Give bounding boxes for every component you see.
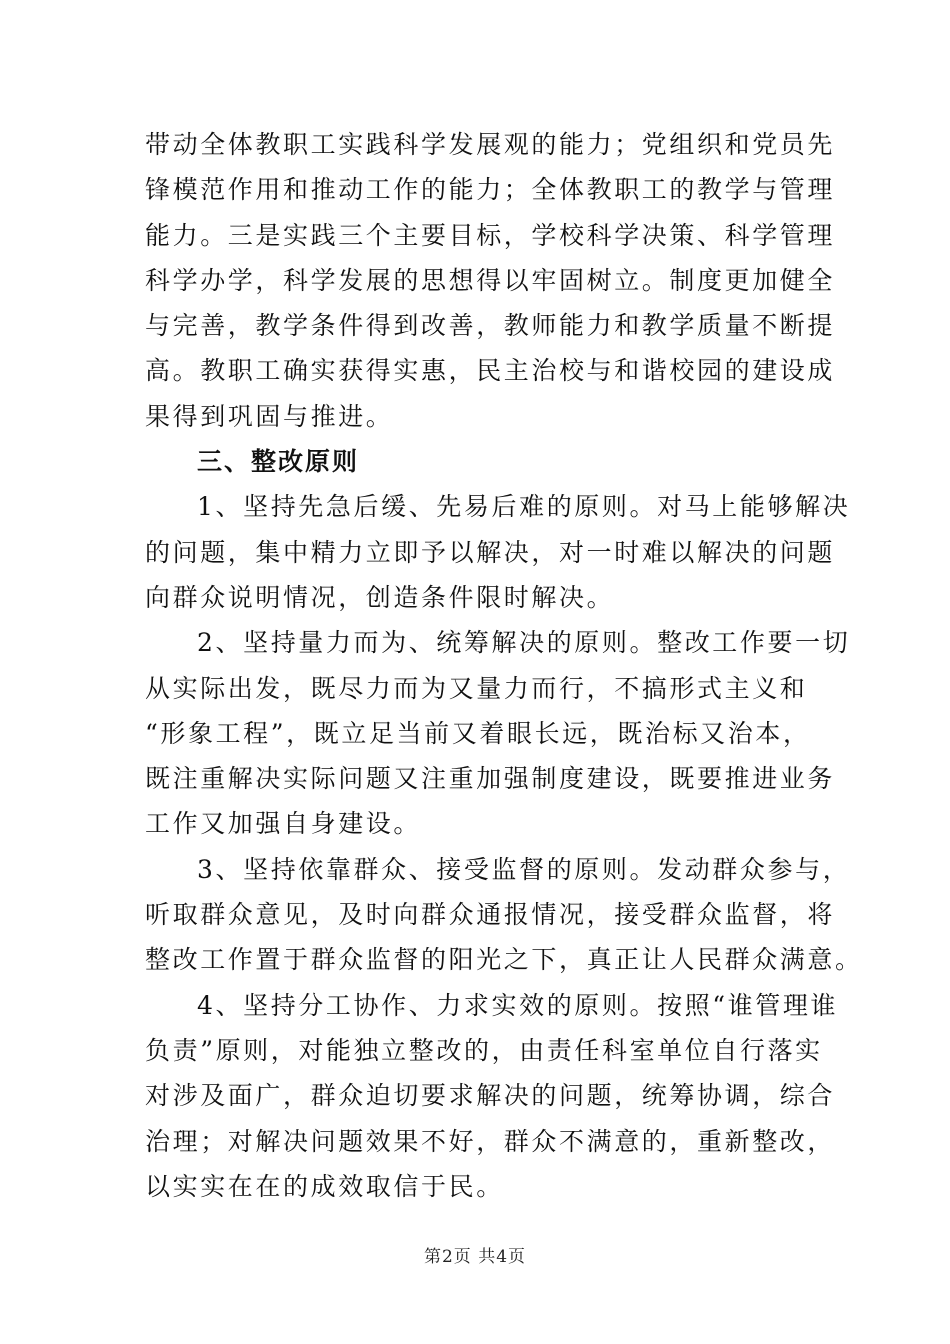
paragraph-line: 向群众说明情况，创造条件限时解决。 (145, 582, 615, 612)
paragraph-line: 以实实在在的成效取信于民。 (145, 1171, 504, 1201)
paragraph-line: 与完善，教学条件得到改善，教师能力和教学质量不断提 (145, 311, 836, 341)
paragraph-line: 工作又加强自身建设。 (145, 809, 422, 839)
paragraph-line: 4、坚持分工协作、力求实效的原则。按照“谁管理谁 (197, 990, 839, 1020)
document-body (145, 122, 863, 1209)
paragraph-line: 对涉及面广，群众迫切要求解决的问题，统筹协调，综合 (145, 1081, 836, 1111)
paragraph-line: 整改工作置于群众监督的阳光之下，真正让人民群众满意。 (145, 945, 863, 975)
paragraph-line: 听取群众意见，及时向群众通报情况，接受群众监督，将 (145, 900, 836, 930)
paragraph-line: 科学办学，科学发展的思想得以牢固树立。制度更加健全 (145, 265, 836, 295)
paragraph-line: 从实际出发，既尽力而为又量力而行，不搞形式主义和 (145, 673, 808, 703)
paragraph-line: 高。教职工确实获得实惠，民主治校与和谐校园的建设成 (145, 356, 836, 386)
paragraph-line: 既注重解决实际问题又注重加强制度建设，既要推进业务 (145, 764, 836, 794)
section-heading: 三、整改原则 (197, 447, 360, 477)
paragraph-line: 治理；对解决问题效果不好，群众不满意的，重新整改， (145, 1126, 836, 1156)
paragraph-line: 能力。三是实践三个主要目标，学校科学决策、科学管理 (145, 220, 836, 250)
paragraph-line: 带动全体教职工实践科学发展观的能力；党组织和党员先 (145, 130, 836, 159)
paragraph-line: 负责”原则，对能独立整改的，由责任科室单位自行落实 (145, 1035, 823, 1065)
paragraph-line: 3、坚持依靠群众、接受监督的原则。发动群众参与， (197, 854, 851, 884)
page-footer: 第2页 共4页 (423, 1247, 527, 1267)
paragraph-line: 2、坚持量力而为、统筹解决的原则。整改工作要一切 (197, 628, 851, 658)
paragraph-line: 锋模范作用和推动工作的能力；全体教职工的教学与管理 (145, 175, 836, 205)
paragraph-line: 果得到巩固与推进。 (145, 401, 394, 431)
paragraph-line: 的问题，集中精力立即予以解决，对一时难以解决的问题 (145, 537, 836, 567)
paragraph-line: 1、坚持先急后缓、先易后难的原则。对马上能够解决 (197, 492, 851, 522)
paragraph-line: “形象工程”，既立足当前又着眼长远，既治标又治本， (145, 718, 811, 748)
